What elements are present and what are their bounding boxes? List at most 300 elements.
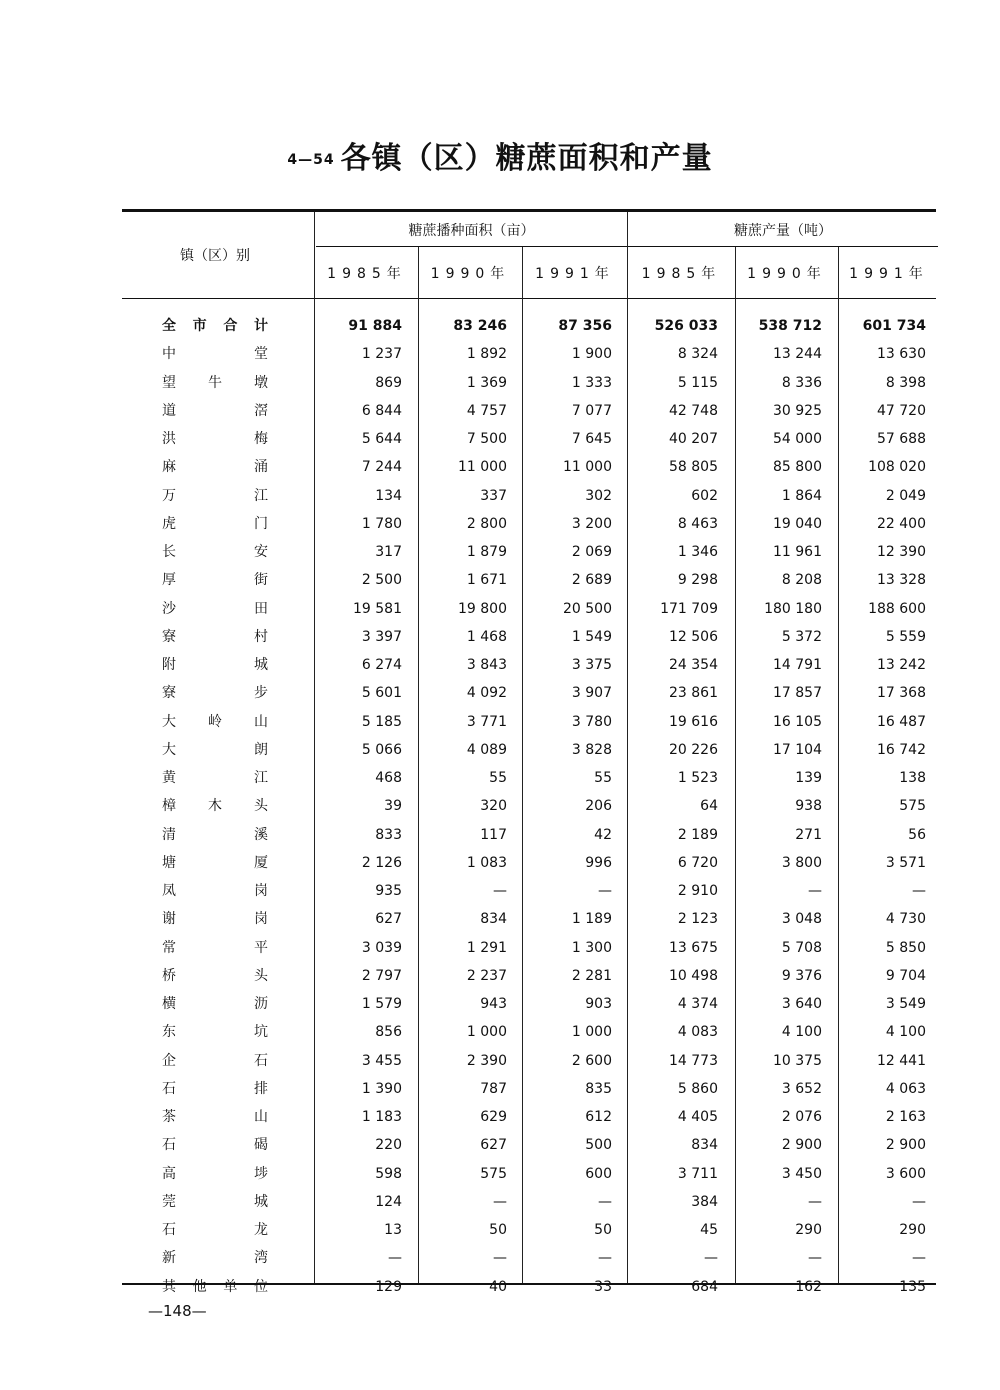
region-name-char: 岭 — [208, 713, 222, 730]
value-cell: 2 910 — [677, 883, 718, 899]
value-cell: 19 800 — [458, 600, 507, 617]
region-name — [162, 510, 268, 538]
value-cell: 3 652 — [781, 1080, 822, 1097]
value-cell: 3 771 — [466, 713, 507, 730]
value-cell: 3 200 — [571, 515, 612, 532]
table-row — [0, 453, 1000, 481]
region-name — [162, 1273, 268, 1301]
value-cell: 11 000 — [563, 459, 612, 476]
value-cell: 629 — [480, 1109, 507, 1125]
value-cell: 6 720 — [677, 854, 718, 871]
region-name-char: 计 — [253, 318, 268, 334]
page-number: —148— — [148, 1302, 207, 1320]
table-row — [0, 1188, 1000, 1216]
table-row — [0, 369, 1000, 397]
table-row — [0, 821, 1000, 849]
value-cell: — — [493, 1250, 507, 1267]
table-row — [0, 1244, 1000, 1272]
value-cell: 337 — [480, 487, 507, 504]
region-name-char: 茶 — [162, 1109, 176, 1125]
region-name-char: 全 — [162, 318, 176, 334]
region-name — [162, 482, 268, 510]
region-name-char: 岗 — [254, 911, 268, 928]
region-name-char: 石 — [162, 1137, 176, 1154]
region-name-char: 桥 — [162, 967, 176, 984]
region-name — [162, 1103, 268, 1131]
value-cell: 7 077 — [571, 402, 612, 419]
region-name-char: 横 — [162, 996, 176, 1012]
value-cell: 39 — [384, 798, 402, 815]
table-row — [0, 708, 1000, 736]
region-name-char: 龙 — [254, 1222, 268, 1238]
value-cell: 317 — [375, 544, 402, 560]
region-name-char: 厚 — [162, 572, 176, 589]
region-name-char: 涌 — [254, 459, 268, 476]
value-cell: 600 — [585, 1165, 612, 1182]
region-name — [162, 1216, 268, 1244]
value-cell: 598 — [375, 1165, 402, 1182]
value-cell: 1 291 — [466, 939, 507, 956]
value-cell: 1 346 — [677, 544, 718, 560]
value-cell: 14 791 — [773, 657, 822, 673]
value-cell: 5 850 — [885, 939, 926, 956]
value-cell: 1 523 — [677, 770, 718, 786]
region-name-char: 沥 — [254, 996, 268, 1012]
value-cell: 8 336 — [781, 374, 822, 391]
value-cell: 2 163 — [885, 1109, 926, 1125]
region-name — [162, 849, 268, 877]
value-cell: 4 089 — [466, 741, 507, 758]
region-name — [162, 905, 268, 933]
region-name-char: 门 — [254, 515, 268, 532]
value-cell: 55 — [489, 770, 507, 786]
value-cell: 108 020 — [868, 459, 926, 476]
value-cell: 2 800 — [466, 515, 507, 532]
region-name-char: 安 — [254, 544, 268, 560]
table-row — [0, 397, 1000, 425]
region-name-char: 田 — [254, 600, 268, 617]
value-cell: 5 708 — [781, 939, 822, 956]
value-cell: 2 900 — [885, 1137, 926, 1154]
value-cell: 2 069 — [571, 544, 612, 560]
value-cell: 5 601 — [361, 685, 402, 702]
region-name-char: 寮 — [162, 685, 176, 702]
value-cell: 19 616 — [669, 713, 718, 730]
table-row — [0, 482, 1000, 510]
region-name-char: 清 — [162, 826, 176, 843]
region-name-char: 堂 — [254, 346, 268, 363]
value-cell: 91 884 — [348, 318, 402, 334]
value-cell: 601 734 — [862, 318, 926, 334]
region-name-char: 塘 — [162, 854, 176, 871]
value-cell: 3 455 — [361, 1052, 402, 1069]
region-name-char: 石 — [162, 1222, 176, 1238]
table-row — [0, 934, 1000, 962]
value-cell: 787 — [480, 1080, 507, 1097]
value-cell: 55 — [594, 770, 612, 786]
value-cell: 58 805 — [669, 459, 718, 476]
value-cell: 3 397 — [361, 628, 402, 645]
value-cell: — — [912, 1250, 926, 1267]
value-cell: 64 — [700, 798, 718, 815]
value-cell: 500 — [585, 1137, 612, 1154]
table-row — [0, 538, 1000, 566]
region-name-char: 江 — [254, 770, 268, 786]
value-cell: 4 100 — [781, 1024, 822, 1041]
table-row — [0, 1018, 1000, 1046]
value-cell: 271 — [795, 826, 822, 843]
value-cell: — — [598, 1250, 612, 1267]
value-cell: 2 689 — [571, 572, 612, 589]
region-name — [162, 792, 268, 820]
region-name-char: 新 — [162, 1250, 176, 1267]
value-cell: 11 000 — [458, 459, 507, 476]
region-name — [162, 1244, 268, 1272]
table-row — [0, 566, 1000, 594]
value-cell: 13 675 — [669, 939, 718, 956]
region-name-char: 江 — [254, 487, 268, 504]
region-name — [162, 679, 268, 707]
value-cell: 162 — [795, 1278, 822, 1295]
region-name-char: 虎 — [162, 515, 176, 532]
value-cell: — — [598, 883, 612, 899]
value-cell: 47 720 — [877, 402, 926, 419]
value-cell: 684 — [691, 1278, 718, 1295]
region-name-char: 石 — [254, 1052, 268, 1069]
area-group-header: 糖蔗播种面积（亩） — [408, 223, 535, 239]
value-cell: 4 092 — [466, 685, 507, 702]
value-cell: — — [493, 883, 507, 899]
value-cell: 11 961 — [773, 544, 822, 560]
value-cell: 5 115 — [677, 374, 718, 391]
year-header: 1990年 — [430, 266, 511, 282]
value-cell: 1 000 — [466, 1024, 507, 1041]
value-cell: 1 000 — [571, 1024, 612, 1041]
region-name-char: 道 — [162, 402, 176, 419]
value-cell: 3 843 — [466, 657, 507, 673]
region-name — [162, 708, 268, 736]
value-cell: 1 300 — [571, 939, 612, 956]
table-row — [0, 679, 1000, 707]
value-cell: 87 356 — [558, 318, 612, 334]
value-cell: 4 405 — [677, 1109, 718, 1125]
region-name-char: 头 — [254, 967, 268, 984]
value-cell: 627 — [375, 911, 402, 928]
region-name-char: 木 — [208, 798, 222, 815]
value-cell: 935 — [375, 883, 402, 899]
value-cell: 1 237 — [361, 346, 402, 363]
region-name-char: 岗 — [254, 883, 268, 899]
value-cell: 16 487 — [877, 713, 926, 730]
table-row — [0, 849, 1000, 877]
region-name-char: 市 — [192, 318, 207, 334]
value-cell: 3 828 — [571, 741, 612, 758]
value-cell: 22 400 — [877, 515, 926, 532]
region-name-char: 城 — [254, 657, 268, 673]
region-name — [162, 623, 268, 651]
region-name — [162, 1075, 268, 1103]
region-name-char: 村 — [254, 628, 268, 645]
region-name — [162, 369, 268, 397]
header-bottom-rule — [122, 298, 936, 299]
value-cell: 8 324 — [677, 346, 718, 363]
value-cell: 19 581 — [353, 600, 402, 617]
value-cell: 2 126 — [361, 854, 402, 871]
value-cell: 1 333 — [571, 374, 612, 391]
table-row — [0, 905, 1000, 933]
year-header: 1991年 — [849, 266, 929, 282]
region-name-char: 石 — [162, 1080, 176, 1097]
row-label-header: 镇（区）别 — [180, 248, 250, 264]
region-name-char: 企 — [162, 1052, 176, 1069]
value-cell: 3 039 — [361, 939, 402, 956]
value-cell: 17 104 — [773, 741, 822, 758]
value-cell: 1 864 — [781, 487, 822, 504]
region-name — [162, 538, 268, 566]
value-cell: 996 — [585, 854, 612, 871]
region-name-char: 梅 — [254, 431, 268, 447]
region-name-char: 万 — [162, 487, 176, 504]
table-row — [0, 1131, 1000, 1159]
value-cell: 3 048 — [781, 911, 822, 928]
value-cell: 1 083 — [466, 854, 507, 871]
year-header: 1990年 — [747, 266, 827, 282]
value-cell: 5 185 — [361, 713, 402, 730]
value-cell: 2 600 — [571, 1052, 612, 1069]
table-row — [0, 425, 1000, 453]
value-cell: 6 844 — [361, 402, 402, 419]
region-name-char: 望 — [162, 374, 176, 391]
region-name — [162, 877, 268, 905]
region-name-char: 其 — [162, 1278, 176, 1295]
value-cell: 85 800 — [773, 459, 822, 476]
value-cell: 5 644 — [361, 431, 402, 447]
region-name — [162, 990, 268, 1018]
value-cell: 56 — [908, 826, 926, 843]
region-name-char: 位 — [253, 1278, 268, 1295]
value-cell: 7 645 — [571, 431, 612, 447]
region-name-char: 中 — [162, 346, 176, 363]
table-row — [0, 990, 1000, 1018]
value-cell: 575 — [899, 798, 926, 815]
value-cell: 12 441 — [877, 1052, 926, 1069]
region-name-char: 排 — [254, 1080, 268, 1097]
region-name — [162, 1188, 268, 1216]
value-cell: 40 207 — [669, 431, 718, 447]
value-cell: 2 123 — [677, 911, 718, 928]
value-cell: 13 328 — [877, 572, 926, 589]
value-cell: — — [808, 1193, 822, 1210]
region-name-char: 山 — [254, 713, 268, 730]
value-cell: 2 797 — [361, 967, 402, 984]
region-name-char: 长 — [162, 544, 176, 560]
value-cell: 180 180 — [764, 600, 822, 617]
value-cell: 19 040 — [773, 515, 822, 532]
region-name-char: 沙 — [162, 600, 176, 617]
region-name-char: 麻 — [162, 459, 176, 476]
table-row — [0, 764, 1000, 792]
value-cell: 12 506 — [669, 628, 718, 645]
region-name — [162, 340, 268, 368]
value-cell: 171 709 — [660, 600, 718, 617]
value-cell: 3 640 — [781, 996, 822, 1012]
value-cell: 3 780 — [571, 713, 612, 730]
value-cell: 2 237 — [466, 967, 507, 984]
value-cell: 135 — [899, 1278, 926, 1295]
region-name — [162, 821, 268, 849]
value-cell: 627 — [480, 1137, 507, 1154]
region-name — [162, 397, 268, 425]
region-name-char: 大 — [162, 741, 176, 758]
value-cell: 1 390 — [361, 1080, 402, 1097]
value-cell: 16 105 — [773, 713, 822, 730]
value-cell: 903 — [585, 996, 612, 1012]
region-name-char: 滘 — [254, 402, 268, 419]
region-name — [162, 651, 268, 679]
value-cell: 17 857 — [773, 685, 822, 702]
value-cell: 1 892 — [466, 346, 507, 363]
value-cell: 3 549 — [885, 996, 926, 1012]
value-cell: 2 281 — [571, 967, 612, 984]
region-name-char: 湾 — [254, 1250, 268, 1267]
value-cell: 2 500 — [361, 572, 402, 589]
value-cell: — — [388, 1250, 402, 1267]
year-header: 1985年 — [641, 266, 722, 282]
value-cell: 54 000 — [773, 431, 822, 447]
value-cell: 538 712 — [758, 318, 822, 334]
value-cell: 1 900 — [571, 346, 612, 363]
output-group-header: 糖蔗产量（吨） — [734, 223, 832, 239]
value-cell: 40 — [489, 1278, 507, 1295]
region-name-char: 埗 — [254, 1165, 268, 1182]
region-name-char: 合 — [223, 318, 238, 334]
value-cell: 869 — [375, 374, 402, 391]
value-cell: 9 704 — [885, 967, 926, 984]
value-cell: 526 033 — [654, 318, 718, 334]
region-name-char: 莞 — [162, 1193, 176, 1210]
value-cell: 834 — [480, 911, 507, 928]
value-cell: 12 390 — [877, 544, 926, 560]
value-cell: 938 — [795, 798, 822, 815]
table-row — [0, 792, 1000, 820]
value-cell: — — [912, 883, 926, 899]
value-cell: 13 630 — [877, 346, 926, 363]
value-cell: 139 — [795, 770, 822, 786]
region-name-char: 平 — [254, 939, 268, 956]
value-cell: 1 671 — [466, 572, 507, 589]
region-name — [162, 1160, 268, 1188]
table-row — [0, 340, 1000, 368]
value-cell: 42 748 — [669, 402, 718, 419]
value-cell: — — [808, 883, 822, 899]
region-name-char: 步 — [254, 685, 268, 702]
total-row — [0, 312, 1000, 340]
value-cell: 129 — [375, 1278, 402, 1295]
value-cell: 4 730 — [885, 911, 926, 928]
region-name — [162, 1018, 268, 1046]
value-cell: 17 368 — [877, 685, 926, 702]
table-row — [0, 1216, 1000, 1244]
region-name-char: 街 — [254, 572, 268, 589]
region-name-char: 高 — [162, 1165, 176, 1182]
table-number: 4—54 — [287, 151, 335, 168]
value-cell: 50 — [594, 1222, 612, 1238]
table-row — [0, 1075, 1000, 1103]
region-name — [162, 934, 268, 962]
value-cell: 1 579 — [361, 996, 402, 1012]
value-cell: 3 450 — [781, 1165, 822, 1182]
region-name-char: 寮 — [162, 628, 176, 645]
value-cell: 16 742 — [877, 741, 926, 758]
value-cell: 4 083 — [677, 1024, 718, 1041]
value-cell: 57 688 — [877, 431, 926, 447]
value-cell: 835 — [585, 1080, 612, 1097]
table-row — [0, 1047, 1000, 1075]
value-cell: 13 244 — [773, 346, 822, 363]
value-cell: 1 780 — [361, 515, 402, 532]
value-cell: 1 183 — [361, 1109, 402, 1125]
region-name — [162, 736, 268, 764]
region-name-char: 墩 — [254, 374, 268, 391]
value-cell: 602 — [691, 487, 718, 504]
value-cell: 4 757 — [466, 402, 507, 419]
value-cell: 384 — [691, 1193, 718, 1210]
region-name-char: 附 — [162, 657, 176, 673]
region-name-char: 大 — [162, 713, 176, 730]
region-name-char: 碣 — [254, 1137, 268, 1154]
value-cell: 856 — [375, 1024, 402, 1041]
value-cell: 42 — [594, 826, 612, 843]
value-cell: 943 — [480, 996, 507, 1012]
value-cell: 833 — [375, 826, 402, 843]
year-header: 1991年 — [535, 266, 615, 282]
value-cell: 290 — [899, 1222, 926, 1238]
region-name — [162, 1131, 268, 1159]
value-cell: 5 066 — [361, 741, 402, 758]
value-cell: 10 498 — [669, 967, 718, 984]
value-cell: 4 100 — [885, 1024, 926, 1041]
value-cell: 2 189 — [677, 826, 718, 843]
value-cell: — — [808, 1250, 822, 1267]
value-cell: 206 — [585, 798, 612, 815]
top-rule — [122, 209, 936, 212]
value-cell: 5 860 — [677, 1080, 718, 1097]
value-cell: 4 374 — [677, 996, 718, 1012]
region-name-char: 单 — [223, 1278, 238, 1295]
table-body — [0, 312, 1000, 1301]
value-cell: — — [598, 1193, 612, 1210]
value-cell: — — [704, 1250, 718, 1267]
value-cell: 3 375 — [571, 657, 612, 673]
value-cell: 50 — [489, 1222, 507, 1238]
value-cell: 14 773 — [669, 1052, 718, 1069]
value-cell: 6 274 — [361, 657, 402, 673]
value-cell: 3 571 — [885, 854, 926, 871]
value-cell: 134 — [375, 487, 402, 504]
value-cell: 8 463 — [677, 515, 718, 532]
region-name-char: 山 — [254, 1109, 268, 1125]
value-cell: 5 372 — [781, 628, 822, 645]
value-cell: 9 376 — [781, 967, 822, 984]
region-name-char: 厦 — [254, 854, 268, 871]
value-cell: 13 242 — [877, 657, 926, 673]
region-name-char: 头 — [254, 798, 268, 815]
region-name — [162, 962, 268, 990]
value-cell: 117 — [480, 826, 507, 843]
value-cell: 1 369 — [466, 374, 507, 391]
region-name-char: 城 — [254, 1193, 268, 1210]
value-cell: 2 049 — [885, 487, 926, 504]
